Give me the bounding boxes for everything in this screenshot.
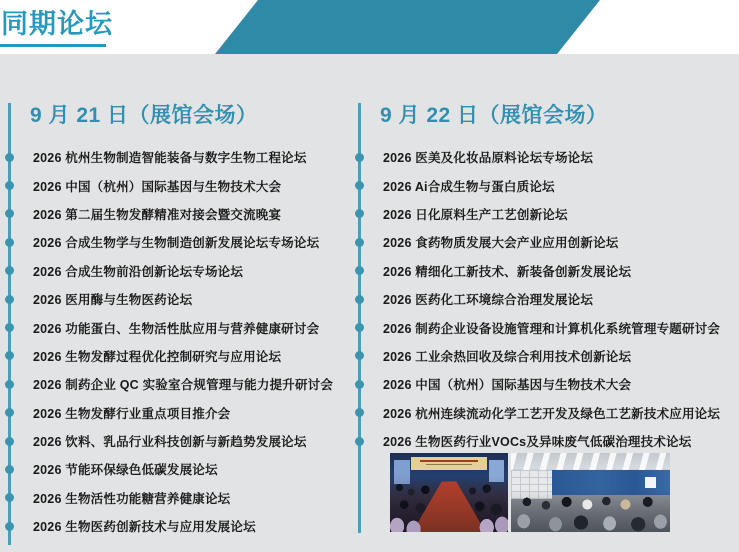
bullet-icon (355, 181, 364, 190)
forum-list-item (33, 427, 333, 455)
conference-photos (390, 453, 670, 532)
forum-item-label: 2026 第二届生物发酵精准对接会暨交流晚宴 (33, 207, 282, 222)
bullet-icon (5, 181, 14, 190)
forum-list-item (383, 313, 720, 341)
forum-list-item (33, 200, 333, 228)
schedule-body (0, 54, 739, 552)
forum-list-day1 (33, 143, 333, 540)
forum-item-label: 2026 医美及化妆品原料论坛专场论坛 (383, 151, 594, 166)
forum-item-label: 2026 工业余热回收及综合利用技术创新论坛 (383, 349, 632, 364)
audience-crowd (390, 475, 508, 532)
bullet-icon (5, 209, 14, 218)
forum-list-item (383, 171, 720, 199)
forum-list-item (33, 399, 333, 427)
stage-banner (411, 457, 487, 470)
forum-list-item (33, 228, 333, 256)
forum-item-label: 2026 生物发酵行业重点项目推介会 (33, 406, 231, 421)
forum-list-item (33, 370, 333, 398)
forum-list-day2 (383, 143, 720, 455)
bullet-icon (5, 238, 14, 247)
bullet-icon (355, 295, 364, 304)
forum-item-label: 2026 节能环保绿色低碳发展论坛 (33, 463, 218, 478)
audience-crowd (511, 489, 670, 532)
forum-item-label: 2026 合成生物前沿创新论坛专场论坛 (33, 264, 244, 279)
forum-item-label: 2026 生物活性功能糖营养健康论坛 (33, 491, 231, 506)
wall-logo (645, 477, 656, 488)
bullet-icon (5, 437, 14, 446)
forum-list-item (383, 143, 720, 171)
forum-item-label: 2026 生物发酵过程优化控制研究与应用论坛 (33, 349, 282, 364)
title-underline (0, 44, 106, 47)
forum-list-item (33, 342, 333, 370)
bullet-icon (5, 380, 14, 389)
bullet-icon (5, 266, 14, 275)
bullet-icon (355, 238, 364, 247)
forum-list-item (33, 285, 333, 313)
forum-item-label: 2026 制药企业设备设施管理和计算机化系统管理专题研讨会 (383, 321, 721, 336)
date-header-day2: 9 月 22 日（展馆会场） (380, 104, 608, 127)
ceiling-skylights (511, 453, 670, 470)
bullet-icon (5, 465, 14, 474)
bullet-icon (5, 323, 14, 332)
bullet-icon (5, 522, 14, 531)
decor-parallelogram (215, 0, 600, 54)
forum-item-label: 2026 合成生物学与生物制造创新发展论坛专场论坛 (33, 236, 320, 251)
conference-photo-2 (511, 453, 670, 532)
forum-list-item (33, 257, 333, 285)
timeline-line-day2 (358, 103, 361, 533)
forum-item-label: 2026 生物医药创新技术与应用发展论坛 (33, 520, 256, 535)
forum-item-label: 2026 医用酶与生物医药论坛 (33, 293, 193, 308)
forum-item-label: 2026 生物医药行业VOCs及异味废气低碳治理技术论坛 (383, 435, 692, 450)
forum-list-item (33, 455, 333, 483)
bullet-icon (355, 351, 364, 360)
forum-item-label: 2026 功能蛋白、生物活性肽应用与营养健康研讨会 (33, 321, 320, 336)
forum-list-item (33, 484, 333, 512)
top-header-strip (0, 0, 739, 54)
conference-photo-1 (390, 453, 508, 532)
bullet-icon (355, 323, 364, 332)
page-title: 同期论坛 (1, 9, 113, 39)
forum-list-item (383, 427, 720, 455)
forum-list-item (383, 342, 720, 370)
forum-item-label: 2026 杭州生物制造智能装备与数字生物工程论坛 (33, 151, 307, 166)
bullet-icon (355, 380, 364, 389)
date-header-day1: 9 月 21 日（展馆会场） (30, 104, 258, 127)
forum-list-item (383, 285, 720, 313)
forum-list-item (383, 257, 720, 285)
forum-list-item (33, 313, 333, 341)
bullet-icon (5, 295, 14, 304)
forum-list-item (383, 228, 720, 256)
forum-item-label: 2026 食药物质发展大会产业应用创新论坛 (383, 236, 619, 251)
forum-item-label: 2026 Ai合成生物与蛋白质论坛 (383, 179, 555, 194)
bullet-icon (355, 153, 364, 162)
bullet-icon (5, 408, 14, 417)
forum-item-label: 2026 医药化工环境综合治理发展论坛 (383, 293, 594, 308)
forum-list-item (33, 512, 333, 540)
forum-item-label: 2026 日化原料生产工艺创新论坛 (383, 207, 568, 222)
forum-item-label: 2026 杭州连续流动化学工艺开发及绿色工艺新技术应用论坛 (383, 406, 721, 421)
forum-item-label: 2026 饮料、乳品行业科技创新与新趋势发展论坛 (33, 435, 307, 450)
forum-item-label: 2026 精细化工新技术、新装备创新发展论坛 (383, 264, 632, 279)
forum-item-label: 2026 中国（杭州）国际基因与生物技术大会 (33, 179, 282, 194)
bullet-icon (5, 351, 14, 360)
forum-list-item (33, 143, 333, 171)
forum-list-item (383, 370, 720, 398)
bullet-icon (5, 493, 14, 502)
forum-list-item (33, 171, 333, 199)
forum-list-item (383, 399, 720, 427)
bullet-icon (355, 408, 364, 417)
forum-item-label: 2026 中国（杭州）国际基因与生物技术大会 (383, 378, 632, 393)
bullet-icon (355, 266, 364, 275)
forum-list-item (383, 200, 720, 228)
forum-item-label: 2026 制药企业 QC 实验室合规管理与能力提升研讨会 (33, 378, 334, 393)
bullet-icon (5, 153, 14, 162)
bullet-icon (355, 437, 364, 446)
bullet-icon (355, 209, 364, 218)
